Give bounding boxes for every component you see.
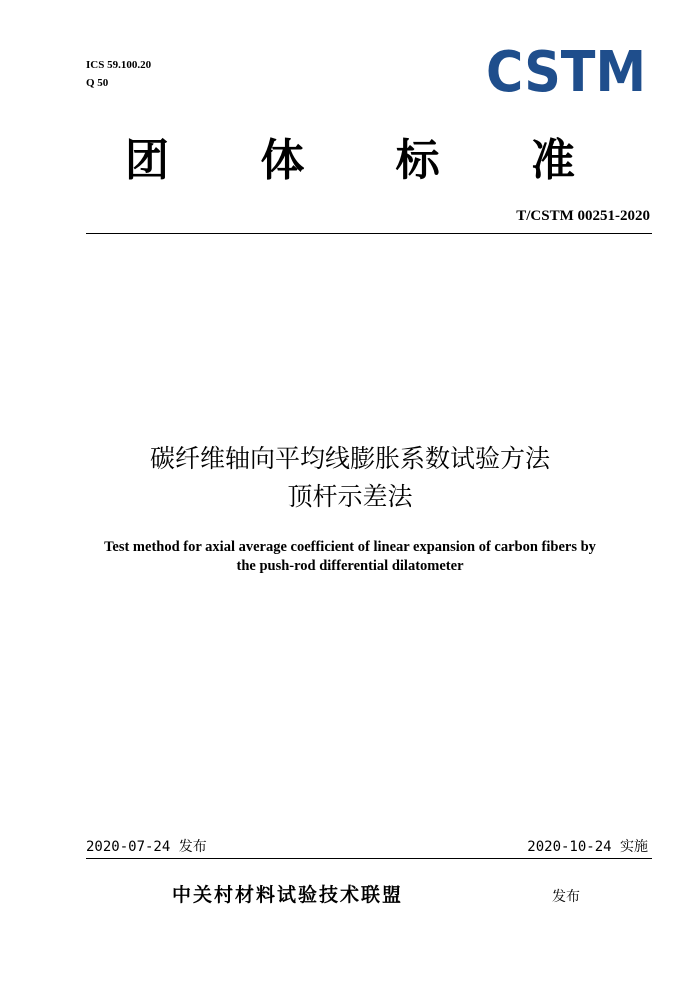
english-title: [60, 538, 640, 576]
ccs-code: Q 50: [86, 77, 109, 89]
svg-text:CSTM: CSTM: [486, 44, 646, 96]
issuing-organization: 中关村材料试验技术联盟: [172, 884, 404, 906]
implementation-date: 2020-10-24 实施: [527, 839, 648, 855]
category-title: 团 体 标 准: [125, 135, 613, 186]
chinese-title: [0, 440, 700, 516]
cstm-logo: [486, 44, 648, 96]
publish-label: 发布: [552, 889, 580, 905]
classification-codes: [86, 56, 151, 92]
top-divider: [86, 233, 652, 234]
chinese-title-line-1: 碳纤维轴向平均线膨胀系数试验方法: [149, 444, 550, 473]
english-title-line-1: Test method for axial average coefficient of linear expansion of carbon fibers by: [104, 539, 596, 555]
issue-date: 2020-07-24 发布: [86, 839, 207, 855]
english-title-line-2: the push-rod differential dilatometer: [236, 558, 464, 574]
standard-number: T/CSTM 00251-2020: [516, 208, 650, 224]
bottom-divider: [86, 858, 652, 859]
ics-code: ICS 59.100.20: [86, 59, 152, 71]
chinese-title-line-2: 顶杆示差法: [287, 482, 413, 511]
